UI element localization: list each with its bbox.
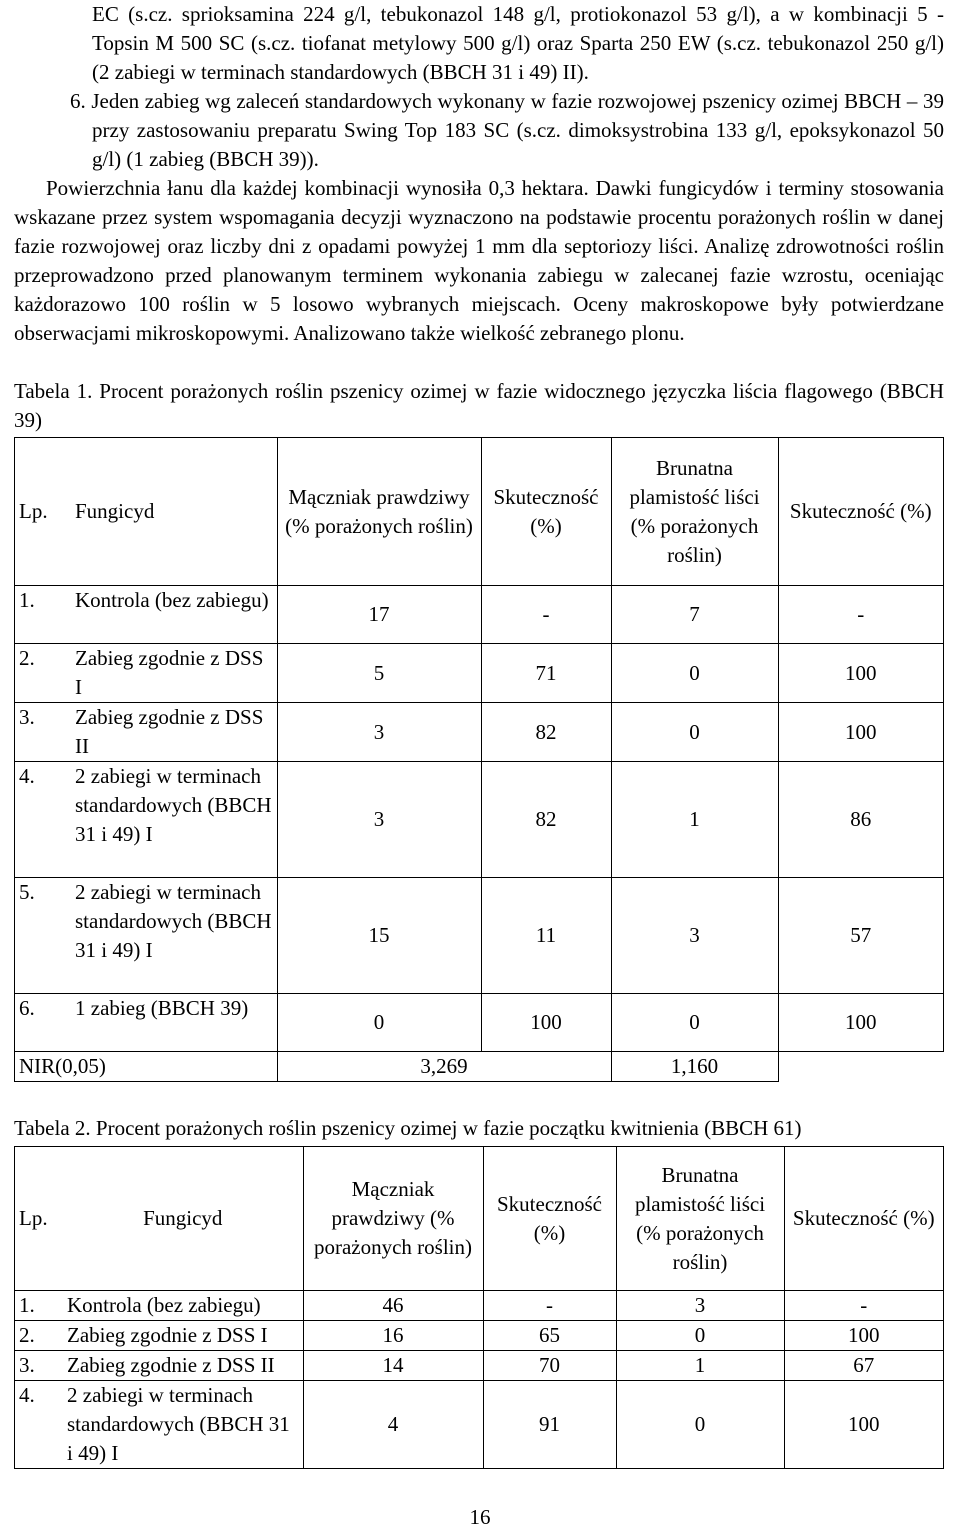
table2-maczniak-value: 46 (303, 1291, 483, 1321)
page-number: 16 (469, 1505, 491, 1529)
table1-brunatna-value: 3 (611, 878, 778, 994)
table2-brunatna-value: 0 (616, 1321, 784, 1351)
table1-skutecznosc-1-value: 82 (481, 703, 611, 762)
table2-fungicide: Zabieg zgodnie z DSS I (63, 1321, 303, 1351)
table2-skutecznosc-2-value: 100 (784, 1321, 944, 1351)
table2-header-brunatna: Brunatna plamistość liści (% porażonych roślin) (616, 1147, 784, 1291)
table2-fungicide: 2 zabiegi w terminach standardowych (BBCH 31 i 49) I (63, 1381, 303, 1469)
table1-brunatna-value: 7 (611, 586, 778, 644)
table2-header-row (15, 1147, 944, 1291)
table2-skutecznosc-2-value: 100 (784, 1381, 944, 1469)
table2-lp: 3. (15, 1351, 64, 1381)
table2-header-fungicyd: Fungicyd (63, 1147, 303, 1291)
table-row (15, 1381, 944, 1469)
table1-maczniak-value: 17 (277, 586, 481, 644)
table2-maczniak-value: 14 (303, 1351, 483, 1381)
table1-fungicide: Zabieg zgodnie z DSS I (71, 644, 277, 703)
table2-skutecznosc-1-value: 65 (483, 1321, 616, 1351)
table2-fungicide: Kontrola (bez zabiegu) (63, 1291, 303, 1321)
table1-lp: 1. (15, 586, 72, 644)
table1-maczniak-value: 3 (277, 703, 481, 762)
table1-fungicide: 2 zabiegi w terminach standardowych (BBCH 31 i 49) I (71, 762, 277, 878)
table-row (15, 1351, 944, 1381)
table1-lp: 5. (15, 878, 72, 994)
document-page (14, 0, 944, 1469)
table1-skutecznosc-1-value: 82 (481, 762, 611, 878)
table1-fungicide: 2 zabiegi w terminach standardowych (BBCH 31 i 49) I (71, 878, 277, 994)
table2-brunatna-value: 3 (616, 1291, 784, 1321)
table2-lp: 2. (15, 1321, 64, 1351)
table1-caption: Tabela 1. Procent porażonych roślin pszenicy ozimej w fazie widocznego języczka liścia flagowego (BBCH 39) (14, 379, 944, 432)
table2-skutecznosc-1-value: - (483, 1291, 616, 1321)
table1-nir-empty (778, 1052, 944, 1082)
table1-lp: 4. (15, 762, 72, 878)
table-row (15, 878, 944, 994)
table1-skutecznosc-1-value: - (481, 586, 611, 644)
table2-lp: 1. (15, 1291, 64, 1321)
table1-header-row (15, 438, 944, 586)
table2-brunatna-value: 0 (616, 1381, 784, 1469)
table2-header-skutecznosc-2: Skuteczność (%) (784, 1147, 944, 1291)
list-item-6: 6. Jeden zabieg wg zaleceń standardowych wykonany w fazie rozwojowej pszenicy ozimej BBCH – 39 przy zastosowaniu preparatu Swing Top 183 SC (s.cz. dimoksystrobina 133 g/l, epoksykonazol 50 g/l) (1 zabieg (BBCH 39)). (70, 89, 944, 171)
table1-skutecznosc-2-value: - (778, 586, 944, 644)
table1-skutecznosc-2-value: 100 (778, 644, 944, 703)
table1-skutecznosc-1-value: 71 (481, 644, 611, 703)
table2-skutecznosc-2-value: - (784, 1291, 944, 1321)
table1-lp: 3. (15, 703, 72, 762)
table1-maczniak-value: 5 (277, 644, 481, 703)
table-row (15, 703, 944, 762)
table2 (14, 1146, 944, 1469)
table1-lp: 6. (15, 994, 72, 1052)
table2-fungicide: Zabieg zgodnie z DSS II (63, 1351, 303, 1381)
table1-header-fungicyd: Fungicyd (71, 438, 277, 586)
table1-skutecznosc-2-value: 100 (778, 994, 944, 1052)
table1-skutecznosc-1-value: 11 (481, 878, 611, 994)
table1-header-brunatna: Brunatna plamistość liści (% porażonych roślin) (611, 438, 778, 586)
table1-skutecznosc-2-value: 57 (778, 878, 944, 994)
table1-header-lp: Lp. (15, 438, 72, 586)
table1-fungicide: Zabieg zgodnie z DSS II (71, 703, 277, 762)
table1-fungicide: 1 zabieg (BBCH 39) (71, 994, 277, 1052)
table-row (15, 586, 944, 644)
table2-header-skutecznosc-1: Skuteczność (%) (483, 1147, 616, 1291)
table1-lp: 2. (15, 644, 72, 703)
table-row (15, 1291, 944, 1321)
table1-skutecznosc-2-value: 100 (778, 703, 944, 762)
table-row (15, 644, 944, 703)
table2-header-maczniak: Mączniak prawdziwy (% porażonych roślin) (303, 1147, 483, 1291)
table2-maczniak-value: 4 (303, 1381, 483, 1469)
table1-brunatna-value: 0 (611, 703, 778, 762)
methods-paragraph: Powierzchnia łanu dla każdej kombinacji wynosiła 0,3 hektara. Dawki fungicydów i terminy stosowania wskazane przez system wspomagania decyzji wyznaczono na podstawie procentu porażonych roślin w danej fazie rozwojowej oraz liczby dni z opadami powyżej 1 mm dla septoriozy liści. Analizę zdrowotności roślin przeprowadzono przed planowanym terminem wykonania zabiegu w zalecanej fazie wzrostu, oceniając każdorazowo 100 roślin w 5 losowo wybranych miejscach. Oceny makroskopowe były potwierdzane obserwacjami mikroskopowymi. Analizowano także wielkość zebranego plonu. (14, 176, 944, 345)
table1-nir-label: NIR(0,05) (15, 1052, 278, 1082)
table1-brunatna-value: 0 (611, 994, 778, 1052)
table1-brunatna-value: 1 (611, 762, 778, 878)
table2-skutecznosc-1-value: 91 (483, 1381, 616, 1469)
table1-brunatna-value: 0 (611, 644, 778, 703)
table1-header-skutecznosc-2: Skuteczność (%) (778, 438, 944, 586)
list-item-5-continuation: EC (s.cz. sprioksamina 224 g/l, tebukonazol 148 g/l, protiokonazol 53 g/l), a w kombinacji 5 - Topsin M 500 SC (s.cz. tiofanat metylowy 500 g/l) oraz Sparta 250 EW (s.cz. tebukonazol 250 g/l) (2 zabiegi w terminach standardowych (BBCH 31 i 49) II). (92, 2, 944, 84)
table-row (15, 762, 944, 878)
table2-skutecznosc-1-value: 70 (483, 1351, 616, 1381)
table1-fungicide: Kontrola (bez zabiegu) (71, 586, 277, 644)
table2-brunatna-value: 1 (616, 1351, 784, 1381)
table2-maczniak-value: 16 (303, 1321, 483, 1351)
table1 (14, 437, 944, 1082)
table1-header-skutecznosc-1: Skuteczność (%) (481, 438, 611, 586)
table1-maczniak-value: 0 (277, 994, 481, 1052)
table2-skutecznosc-2-value: 67 (784, 1351, 944, 1381)
table1-skutecznosc-2-value: 86 (778, 762, 944, 878)
table2-header-lp: Lp. (15, 1147, 64, 1291)
table2-lp: 4. (15, 1381, 64, 1469)
table1-nir-row (15, 1052, 944, 1082)
table1-maczniak-value: 15 (277, 878, 481, 994)
table2-caption: Tabela 2. Procent porażonych roślin pszenicy ozimej w fazie początku kwitnienia (BBCH 61) (14, 1116, 802, 1140)
table1-nir-maczniak: 3,269 (277, 1052, 611, 1082)
table-row (15, 1321, 944, 1351)
table1-maczniak-value: 3 (277, 762, 481, 878)
table1-header-maczniak: Mączniak prawdziwy (% porażonych roślin) (277, 438, 481, 586)
table1-nir-brunatna: 1,160 (611, 1052, 778, 1082)
table-row (15, 994, 944, 1052)
table1-skutecznosc-1-value: 100 (481, 994, 611, 1052)
